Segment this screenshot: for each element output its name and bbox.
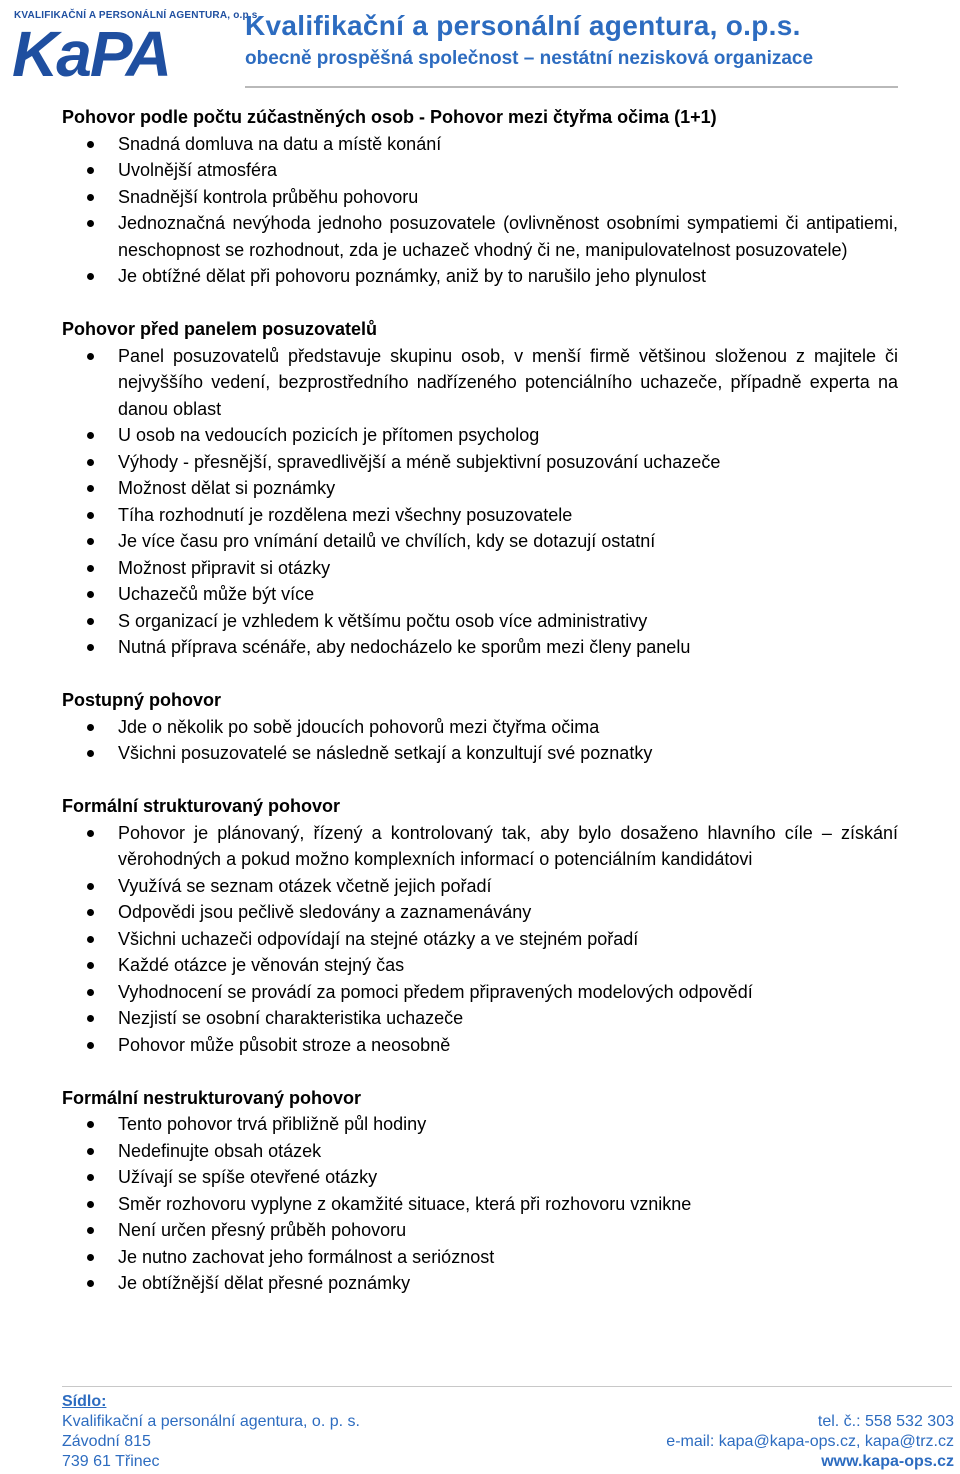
footer-contacts [666, 1412, 954, 1472]
list-item: Každé otázce je věnován stejný čas [62, 952, 898, 979]
list-item: Vyhodnocení se provádí za pomoci předem připravených modelových odpovědí [62, 979, 898, 1006]
list-item: Všichni posuzovatelé se následně setkají a konzultují své poznatky [62, 740, 898, 767]
list-item: Není určen přesný průběh pohovoru [62, 1217, 898, 1244]
organization-title: Kvalifikační a personální agentura, o.p.s. [245, 10, 801, 41]
kapa-logo [12, 10, 261, 90]
section-title: Pohovor podle počtu zúčastněných osob - Pohovor mezi čtyřma očima (1+1) [62, 107, 717, 127]
list-item: Všichni uchazeči odpovídají na stejné otázky a ve stejném pořadí [62, 926, 898, 953]
footer-website-link[interactable]: www.kapa-ops.cz [821, 1453, 954, 1470]
bullet-list [62, 131, 898, 290]
bullet-list [62, 714, 898, 767]
document-body [62, 104, 898, 1323]
list-item: Tíha rozhodnutí je rozdělena mezi všechny posuzovatele [62, 502, 898, 529]
section-title: Postupný pohovor [62, 690, 221, 710]
list-item: Odpovědi jsou pečlivě sledovány a zaznamenávány [62, 899, 898, 926]
list-item: Pohovor je plánovaný, řízený a kontrolovaný tak, aby bylo dosaženo hlavního cíle – získání věrohodných a pokud možno komplexních informací o potenciálním kandidátovi [62, 820, 898, 873]
list-item: Uchazečů může být více [62, 581, 898, 608]
footer-email[interactable]: e-mail: kapa@kapa-ops.cz, kapa@trz.cz [666, 1433, 954, 1450]
footer-label: Sídlo: [62, 1393, 107, 1410]
footer-org: Kvalifikační a personální agentura, o. p. s. [62, 1413, 360, 1430]
list-item: Pohovor může působit stroze a neosobně [62, 1032, 898, 1059]
logo-small-text: KVALIFIKAČNÍ A PERSONÁLNÍ AGENTURA, o.p.s. [14, 10, 261, 21]
section [62, 316, 898, 661]
section [62, 793, 898, 1058]
list-item: Možnost dělat si poznámky [62, 475, 898, 502]
list-item: Panel posuzovatelů představuje skupinu osob, v menší firmě většinou složenou z majitele či nejvyššího vedení, bezprostředního nadřízeného potenciálního uchazeče, případně experta na danou oblast [62, 343, 898, 423]
list-item: Je obtížné dělat při pohovoru poznámky, aniž by to narušilo jeho plynulost [62, 263, 898, 290]
footer-divider [62, 1386, 952, 1387]
page-footer [0, 1380, 960, 1474]
section-title: Pohovor před panelem posuzovatelů [62, 319, 378, 339]
list-item: Nutná příprava scénáře, aby nedocházelo ke sporům mezi členy panelu [62, 634, 898, 661]
bullet-list [62, 1111, 898, 1297]
section [62, 687, 898, 767]
list-item: Snadnější kontrola průběhu pohovoru [62, 184, 898, 211]
bullet-list [62, 820, 898, 1059]
list-item: U osob na vedoucích pozicích je přítomen psycholog [62, 422, 898, 449]
list-item: Tento pohovor trvá přibližně půl hodiny [62, 1111, 898, 1138]
section-title: Formální strukturovaný pohovor [62, 796, 341, 816]
list-item: Je nutno zachovat jeho formálnost a serióznost [62, 1244, 898, 1271]
bullet-list [62, 343, 898, 661]
list-item: Snadná domluva na datu a místě konání [62, 131, 898, 158]
list-item: Nedefinujte obsah otázek [62, 1138, 898, 1165]
section-title: Formální nestrukturovaný pohovor [62, 1087, 362, 1108]
list-item: Užívají se spíše otevřené otázky [62, 1164, 898, 1191]
section [62, 104, 898, 290]
list-item: Je více času pro vnímání detailů ve chvílích, kdy se dotazují ostatní [62, 528, 898, 555]
footer-address [62, 1392, 360, 1472]
list-item: Využívá se seznam otázek včetně jejich pořadí [62, 873, 898, 900]
section [62, 1085, 898, 1297]
list-item: Jednoznačná nevýhoda jednoho posuzovatele (ovlivněnost osobními sympatiemi či antipatiemi, neschopnost se rozhodnout, zda je uchazeč vhodný či ne, manipulovatelnost posuzovatele) [62, 210, 898, 263]
list-item: Jde o několik po sobě jdoucích pohovorů mezi čtyřma očima [62, 714, 898, 741]
organization-subtitle: obecně prospěšná společnost – nestátní nezisková organizace [245, 48, 814, 69]
list-item: Uvolnější atmosféra [62, 157, 898, 184]
list-item: Nezjistí se osobní charakteristika uchazeče [62, 1005, 898, 1032]
footer-street: Závodní 815 [62, 1433, 151, 1450]
page-header [0, 0, 960, 92]
list-item: Výhody - přesnější, spravedlivější a méně subjektivní posuzování uchazeče [62, 449, 898, 476]
logo-wordmark: KaPA [12, 18, 170, 90]
list-item: S organizací je vzhledem k většímu počtu osob více administrativy [62, 608, 898, 635]
footer-phone: tel. č.: 558 532 303 [817, 1413, 954, 1430]
footer-city: 739 61 Třinec [62, 1453, 160, 1470]
list-item: Směr rozhovoru vyplyne z okamžité situace, která při rozhovoru vznikne [62, 1191, 898, 1218]
list-item: Možnost připravit si otázky [62, 555, 898, 582]
list-item: Je obtížnější dělat přesné poznámky [62, 1270, 898, 1297]
header-divider [245, 86, 898, 88]
